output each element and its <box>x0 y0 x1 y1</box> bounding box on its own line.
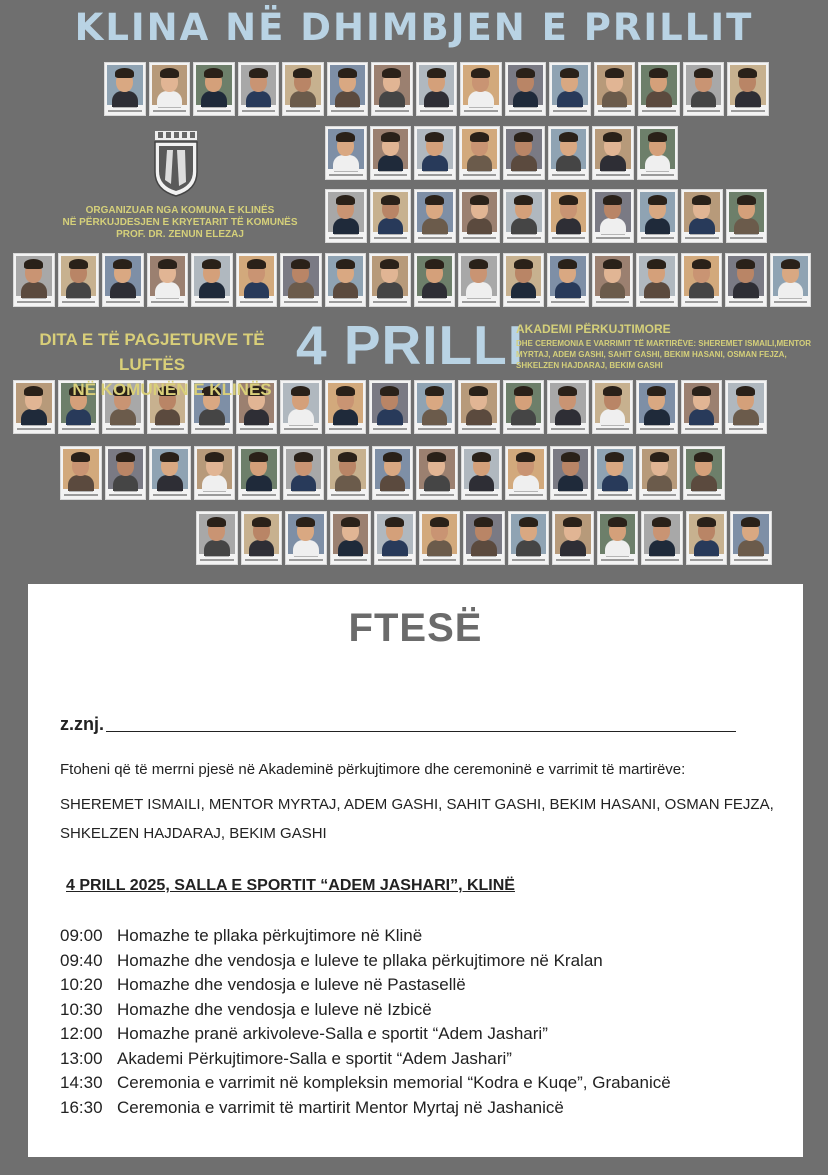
schedule-item <box>60 1047 790 1072</box>
schedule-text: Homazhe te pllaka përkujtimore në Klinë <box>117 926 423 945</box>
organizer-line: ORGANIZUAR NGA KOMUNA E KLINËS <box>85 205 275 216</box>
portrait-row <box>13 253 811 307</box>
portrait-photo <box>550 446 592 500</box>
portrait-photo <box>463 511 505 565</box>
portrait-photo <box>636 380 678 434</box>
schedule-item <box>60 949 790 974</box>
portrait-photo <box>458 253 500 307</box>
portrait-photo <box>725 380 767 434</box>
schedule-time: 14:30 <box>60 1073 103 1092</box>
portrait-photo <box>637 189 679 243</box>
schedule-item <box>60 973 790 998</box>
portrait-photo <box>419 511 461 565</box>
schedule-text: Homazhe dhe vendosja e luleve në Izbicë <box>117 999 432 1019</box>
portrait-photo <box>503 380 545 434</box>
portrait-photo <box>461 446 503 500</box>
portrait-photo <box>725 253 767 307</box>
schedule-time: 10:20 <box>60 975 103 994</box>
portrait-photo <box>416 62 458 116</box>
portrait-photo <box>460 62 502 116</box>
portrait-photo <box>325 126 367 180</box>
portrait-photo <box>371 62 413 116</box>
portrait-row <box>104 62 769 116</box>
portrait-photo <box>597 511 639 565</box>
portrait-photo <box>726 189 768 243</box>
portrait-photo <box>459 189 501 243</box>
portrait-photo <box>639 446 681 500</box>
portrait-photo <box>641 511 683 565</box>
schedule-text: Homazhe dhe vendosja e luleve te pllaka përkujtimore në Kralan <box>117 950 603 970</box>
portrait-photo <box>594 446 636 500</box>
name-blank-line <box>106 731 736 732</box>
portrait-photo <box>683 62 725 116</box>
portrait-photo <box>503 253 545 307</box>
municipality-crest-icon <box>151 128 201 198</box>
schedule-list <box>60 924 790 1120</box>
portrait-photo <box>592 380 634 434</box>
schedule-time: 13:00 <box>60 1048 103 1068</box>
portrait-photo <box>414 189 456 243</box>
invitation-intro: Ftoheni që të merrni pjesë në Akademinë përkujtimore dhe ceremoninë e varrimit të martirëve: <box>60 761 686 778</box>
portrait-row <box>325 126 678 180</box>
portrait-photo <box>636 253 678 307</box>
organizer-text <box>40 205 320 241</box>
portrait-photo <box>196 511 238 565</box>
portrait-photo <box>369 380 411 434</box>
martyr-names: SHEREMET ISMAILI, MENTOR MYRTAJ, ADEM GASHI, SAHIT GASHI, BEKIM HASANI, OSMAN FEJZA, SHKELZEN HAJDARAJ, BEKIM GASHI <box>60 796 774 842</box>
portrait-photo <box>727 62 769 116</box>
portrait-photo <box>592 126 634 180</box>
portrait-photo <box>414 126 456 180</box>
portrait-photo <box>549 62 591 116</box>
portrait-photo <box>547 253 589 307</box>
portrait-photo <box>282 62 324 116</box>
schedule-time: 16:30 <box>60 1097 103 1117</box>
portrait-row <box>325 189 767 243</box>
portrait-photo <box>147 253 189 307</box>
portrait-photo <box>681 380 723 434</box>
portrait-photo <box>548 189 590 243</box>
portrait-photo <box>238 446 280 500</box>
portrait-photo <box>325 380 367 434</box>
event-date-location: 4 PRILL 2025, SALLA E SPORTIT “ADEM JASHARI”, KLINË <box>66 877 515 894</box>
portrait-photo <box>414 380 456 434</box>
portrait-photo <box>102 253 144 307</box>
portrait-photo <box>149 446 191 500</box>
memorial-poster <box>0 0 828 578</box>
portrait-photo <box>414 253 456 307</box>
schedule-time: 10:30 <box>60 999 103 1019</box>
portrait-photo <box>370 189 412 243</box>
portrait-photo <box>730 511 772 565</box>
portrait-photo <box>505 446 547 500</box>
portrait-photo <box>370 126 412 180</box>
portrait-photo <box>505 62 547 116</box>
portrait-photo <box>327 62 369 116</box>
salutation-row <box>60 714 736 735</box>
portrait-photo <box>280 253 322 307</box>
portrait-photo <box>594 62 636 116</box>
portrait-photo <box>547 380 589 434</box>
day-title <box>12 327 292 402</box>
portrait-photo <box>149 62 191 116</box>
portrait-photo <box>13 253 55 307</box>
schedule-item <box>60 1022 790 1047</box>
portrait-photo <box>552 511 594 565</box>
portrait-photo <box>60 446 102 500</box>
portrait-photo <box>592 189 634 243</box>
schedule-time: 09:00 <box>60 926 103 945</box>
portrait-photo <box>283 446 325 500</box>
portrait-photo <box>770 253 812 307</box>
portrait-photo <box>330 511 372 565</box>
portrait-photo <box>459 126 501 180</box>
portrait-photo <box>193 62 235 116</box>
portrait-photo <box>369 253 411 307</box>
portrait-photo <box>548 126 590 180</box>
organizer-line: PROF. DR. ZENUN ELEZAJ <box>116 229 244 240</box>
portrait-photo <box>503 126 545 180</box>
akademi-subtitle: DHE CEREMONIA E VARRIMIT TË MARTIRËVE: SHEREMET ISMAILI,MENTOR MYRTAJ, ADEM GASHI, SAHIT GASHI, BEKIM HASANI, OSMAN FEJZA, SHKELZEN HAJDARAJ, BEKIM GASHI <box>516 339 811 370</box>
portrait-photo <box>637 126 679 180</box>
portrait-photo <box>681 189 723 243</box>
portrait-row <box>60 446 725 500</box>
schedule-text: Homazhe dhe vendosja e luleve në Pastasellë <box>117 975 466 994</box>
portrait-photo <box>638 62 680 116</box>
portrait-photo <box>683 446 725 500</box>
schedule-text: Ceremonia e varrimit në kompleksin memorial “Kodra e Kuqe”, Grabanicë <box>117 1073 671 1092</box>
portrait-photo <box>681 253 723 307</box>
portrait-photo <box>325 189 367 243</box>
portrait-photo <box>458 380 500 434</box>
schedule-text: Akademi Përkujtimore-Salla e sportit “Adem Jashari” <box>117 1048 512 1068</box>
invitation-heading: FTESË <box>348 606 483 650</box>
portrait-photo <box>325 253 367 307</box>
portrait-photo <box>374 511 416 565</box>
portrait-row <box>196 511 772 565</box>
portrait-photo <box>508 511 550 565</box>
organizer-line: NË PËRKUJDESJEN E KRYETARIT TË KOMUNËS <box>62 217 298 228</box>
portrait-photo <box>58 253 100 307</box>
schedule-item <box>60 998 790 1023</box>
schedule-item <box>60 924 790 949</box>
portrait-photo <box>238 62 280 116</box>
portrait-photo <box>416 446 458 500</box>
portrait-photo <box>236 253 278 307</box>
portrait-photo <box>592 253 634 307</box>
portrait-photo <box>241 511 283 565</box>
schedule-text: Homazhe pranë arkivoleve-Salla e sportit “Adem Jashari” <box>117 1024 548 1043</box>
portrait-photo <box>191 253 233 307</box>
portrait-photo <box>105 446 147 500</box>
day-title-line: DITA E TË PAGJETURVE TË LUFTËS <box>39 330 265 374</box>
portrait-photo <box>686 511 728 565</box>
big-date: 4 PRILLI <box>296 314 525 376</box>
schedule-time: 12:00 <box>60 1024 103 1043</box>
portrait-photo <box>194 446 236 500</box>
schedule-text: Ceremonia e varrimit të martirit Mentor Myrtaj në Jashanicë <box>117 1097 564 1117</box>
portrait-photo <box>327 446 369 500</box>
portrait-photo <box>503 189 545 243</box>
schedule-item <box>60 1071 790 1096</box>
poster-title: KLINA NË DHIMBJEN E PRILLIT <box>74 6 754 49</box>
schedule-item <box>60 1096 790 1121</box>
day-title-line: NË KOMUNËN E KLINËS <box>72 380 272 399</box>
portrait-photo <box>372 446 414 500</box>
portrait-photo <box>285 511 327 565</box>
schedule-time: 09:40 <box>60 950 103 970</box>
portrait-photo <box>104 62 146 116</box>
invitation-card <box>28 584 803 1157</box>
akademi-title: AKADEMI PËRKUJTIMORE <box>516 322 671 336</box>
salutation-label: z.znj. <box>60 714 104 734</box>
